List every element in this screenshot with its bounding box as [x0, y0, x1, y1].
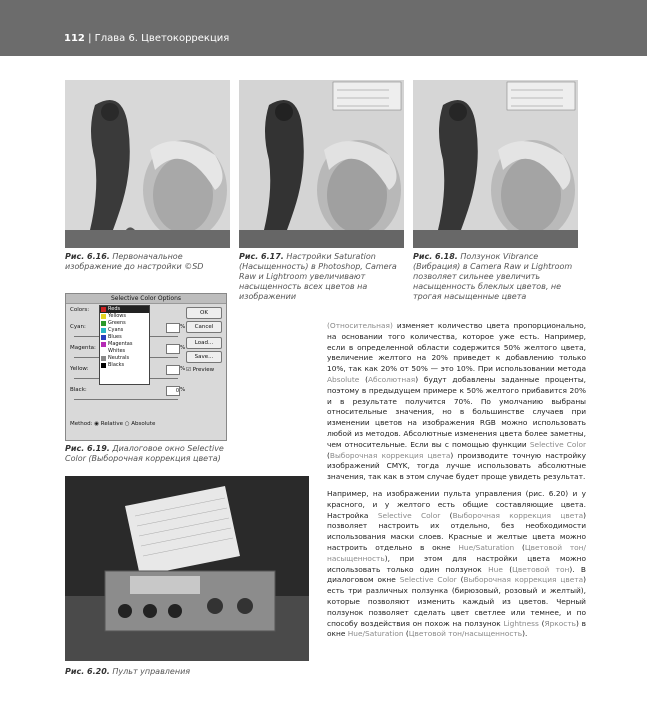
dropdown-item-label: Neutrals — [108, 355, 130, 361]
text-run: изменяет количество цвета пропорционально, на основании того количества, которое уже есть. Например, если в определенной области содержится 50% желтого цвета, увеличение желтого на 20% приведет к добавлению только 10%, так как 20% от 50% — это 10%. При использовании метода — [327, 321, 586, 374]
color-swatch-icon — [101, 335, 106, 340]
text-run: ) позволяет настроить их отдельно, без необходимости использования маски слоев. Красные и желтые цвета можно настроить отдельно в окне — [327, 510, 586, 552]
text-run: ) производите точную настройку изображений CMYK, тогда лучше использовать абсолютные значения, так как в этом случае будет проще увидеть результат. — [327, 450, 586, 482]
dropdown-item[interactable] — [100, 313, 149, 320]
dropdown-item-label: Greens — [108, 320, 126, 326]
color-swatch-icon — [101, 307, 106, 312]
dropdown-item[interactable] — [100, 355, 149, 362]
caption-text: Первоначальное изображение до настройки ©SD — [65, 252, 204, 271]
save-button[interactable]: Save... — [186, 351, 222, 363]
figure-6-17-photo — [239, 80, 404, 248]
figure-6-18-photo — [413, 80, 578, 248]
dropdown-item[interactable] — [100, 362, 149, 369]
text-run: ). В диалоговом окне — [327, 564, 586, 585]
figure-6-19-caption — [65, 444, 230, 464]
text-run: ), при этом для настройки цвета можно использовать только один ползунок — [327, 553, 586, 574]
dropdown-item[interactable] — [100, 327, 149, 334]
text-run: ) есть три различных ползунка (бирюзовый, розовый и желтый), которые позволяют изменить каждый из цветов. Черный ползунок позволяет сделать цвет светлее или темнее, и по способу воздействия он похож на ползунок — [327, 575, 587, 628]
radio-absolute-icon[interactable]: ○ — [124, 421, 130, 427]
color-swatch-icon — [101, 314, 106, 319]
cyan-label: Cyan: — [70, 324, 86, 330]
color-swatch-icon — [101, 342, 106, 347]
caption-label: Рис. 6.16. — [65, 252, 110, 261]
dropdown-item[interactable] — [100, 341, 149, 348]
dropdown-item-label: Reds — [108, 306, 121, 312]
dropdown-item-label: Whites — [108, 348, 126, 354]
pct-sign: % — [180, 387, 186, 393]
caption-label: Рис. 6.17. — [239, 252, 284, 261]
dropdown-item-label: Yellows — [108, 313, 126, 319]
term-highlight: Выборочная коррекция цвета — [329, 450, 451, 460]
caption-text: Пульт управления — [112, 667, 191, 676]
dropdown-item[interactable] — [100, 334, 149, 341]
chapter-title: Глава 6. Цветокоррекция — [94, 33, 230, 44]
body-text — [327, 321, 586, 646]
figure-6-20-caption — [65, 667, 265, 677]
pct-sign: % — [180, 345, 186, 351]
dropdown-item[interactable] — [100, 320, 149, 327]
colors-label: Colors: — [70, 307, 90, 313]
term-highlight: Цветовой тон — [512, 564, 570, 574]
load-button[interactable]: Load... — [186, 337, 222, 349]
text-run: ). — [522, 629, 528, 639]
figure-6-18-caption — [413, 252, 578, 302]
magenta-input[interactable] — [166, 344, 180, 354]
text-run: ( — [502, 564, 513, 574]
dropdown-item-label: Cyans — [108, 327, 124, 333]
text-run: ( — [403, 629, 409, 639]
preview-label: Preview — [192, 367, 215, 373]
checkbox-icon: ☑ — [186, 367, 191, 373]
text-run: ) в окне — [327, 618, 587, 639]
color-swatch-icon — [101, 356, 106, 361]
term-highlight: Selective Color — [529, 439, 587, 449]
magenta-label: Magenta: — [70, 345, 96, 351]
term-highlight: Hue/Saturation — [458, 542, 515, 552]
cancel-button[interactable]: Cancel — [186, 321, 222, 333]
term-highlight: Hue — [488, 564, 503, 574]
running-head — [64, 33, 229, 44]
black-label: Black: — [70, 387, 87, 393]
pct-sign: % — [180, 366, 186, 372]
term-highlight: Выборочная коррекция цвета — [452, 510, 584, 520]
dropdown-item-label: Magentas — [108, 341, 133, 347]
dropdown-item[interactable] — [100, 306, 149, 313]
term-highlight: Lightness — [503, 618, 539, 628]
color-swatch-icon — [101, 328, 106, 333]
text-run: ( — [359, 374, 368, 384]
text-run: ( — [514, 542, 525, 552]
term-highlight: Selective Color — [377, 510, 441, 520]
colors-dropdown[interactable] — [99, 305, 150, 385]
caption-label: Рис. 6.18. — [413, 252, 458, 261]
preview-checkbox[interactable] — [186, 367, 214, 373]
black-slider[interactable] — [74, 399, 178, 400]
color-swatch-icon — [101, 321, 106, 326]
term-highlight: (Относительная) — [327, 321, 393, 330]
term-highlight: Цветовой тон/насыщенность — [408, 629, 523, 639]
term-highlight: Выборочная коррекция цвета — [463, 575, 584, 585]
method-label: Method: — [70, 421, 93, 427]
text-run: Например, на изображении пульта управления (рис. 6.20) и у красного, и у желтого есть общие составляющие цвета. Настройка — [327, 488, 586, 520]
color-swatch-icon — [101, 349, 106, 354]
text-run: ( — [327, 450, 330, 460]
term-highlight: Selective Color — [399, 575, 457, 585]
paragraph-2 — [327, 489, 586, 640]
dropdown-item-label: Blacks — [108, 362, 125, 368]
caption-text: Диалоговое окно Selective Color (Выборочная коррекция цвета) — [65, 444, 224, 463]
cyan-input[interactable] — [166, 323, 180, 333]
separator: | — [88, 33, 92, 44]
dialog-title: Selective Color Options — [66, 294, 226, 304]
yellow-input[interactable] — [166, 365, 180, 375]
text-run: ) будут добавлены заданные проценты, поэтому в предыдущем примере к 50% желтого прибавится 20% и в результате получится 70%. По умолчанию выбраны относительные значения, но в большинстве случаев при изменении цветов на изображения RGB можно использовать любой из методов. Абсолютные изменения цвета более заметны, чем относительные. Если вы с помощью функции — [327, 374, 586, 449]
yellow-label: Yellow: — [70, 366, 89, 372]
color-swatch-icon — [101, 363, 106, 368]
paragraph-1 — [327, 321, 586, 483]
term-highlight: Абсолютная — [367, 374, 416, 384]
figure-6-16-caption — [65, 252, 230, 272]
term-highlight: Яркость — [544, 618, 577, 628]
text-run: ( — [440, 510, 453, 520]
figure-6-17-caption — [239, 252, 404, 302]
selective-color-dialog — [65, 293, 227, 441]
radio-relative-icon[interactable]: ◉ — [94, 421, 100, 427]
term-highlight: Absolute — [327, 374, 360, 384]
figure-6-20-photo — [65, 476, 309, 661]
text-run: ( — [456, 575, 464, 585]
method-row — [70, 421, 155, 427]
figure-6-16-photo — [65, 80, 230, 248]
term-highlight: Hue/Saturation — [347, 629, 404, 639]
dropdown-item[interactable] — [100, 348, 149, 355]
ok-button[interactable]: OK — [186, 307, 222, 319]
page-number: 112 — [64, 33, 85, 44]
caption-label: Рис. 6.19. — [65, 444, 110, 453]
dropdown-item-label: Blues — [108, 334, 122, 340]
page-header — [0, 0, 647, 56]
pct-sign: % — [180, 324, 186, 330]
text-run: ( — [538, 618, 545, 628]
caption-text: Настройки Saturation (Насыщенность) в Photoshop, Camera Raw и Lightroom увеличивают насыщенность всех цветов на изображении — [239, 252, 397, 301]
caption-text: Ползунок Vibrance (Вибрация) в Camera Raw и Lightroom позволяет сильнее увеличить насыщенность блеклых цветов, не трогая насыщенные цвета — [413, 252, 573, 301]
term-highlight: Цветовой тон/насыщенность — [327, 542, 586, 563]
black-input[interactable]: 0 — [166, 386, 180, 396]
caption-label: Рис. 6.20. — [65, 667, 110, 676]
absolute-label: Absolute — [131, 421, 156, 427]
relative-label: Relative — [100, 421, 123, 427]
